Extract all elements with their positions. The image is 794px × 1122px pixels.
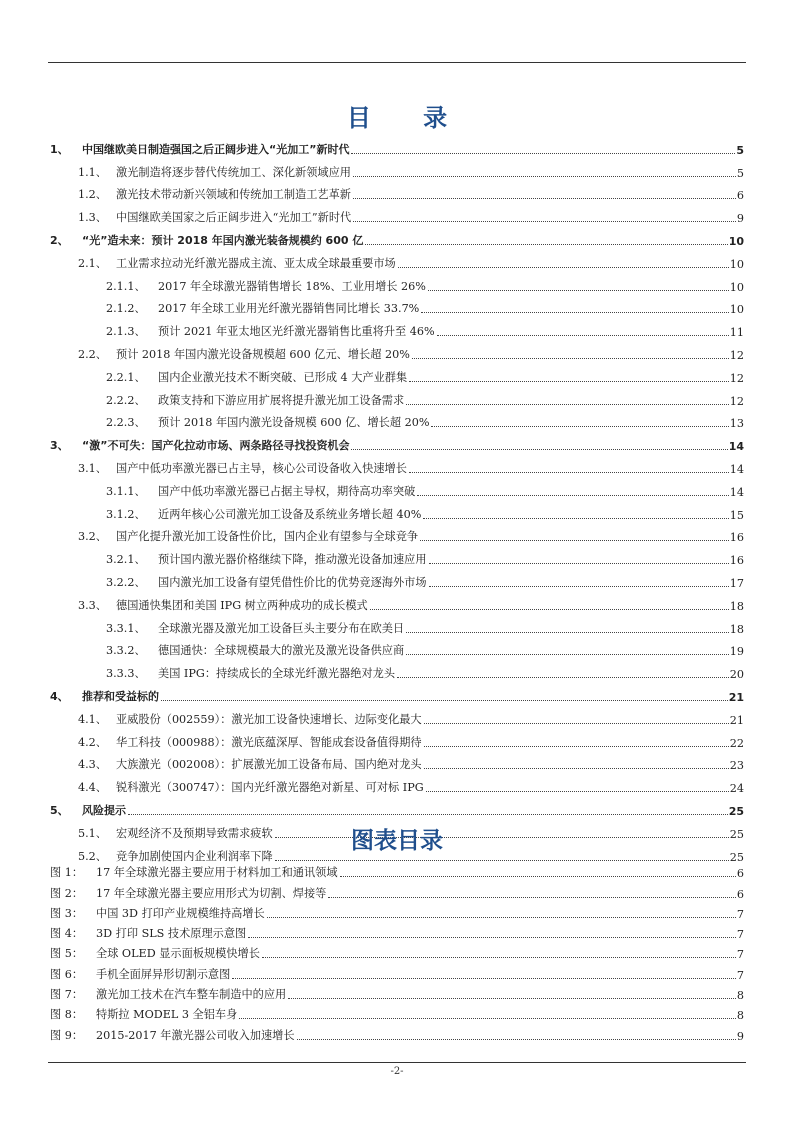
dot-leader — [328, 896, 736, 898]
toc-entry[interactable] — [50, 453, 744, 476]
toc-entry-number: 5.2、 — [78, 849, 107, 863]
toc-entry-number: 1、 — [50, 142, 69, 156]
toc-entry-page: 14 — [729, 485, 744, 499]
toc-entry-page: 18 — [729, 599, 744, 613]
figure-entry-page: 6 — [736, 887, 744, 901]
toc-entry-title: “光”造未来：预计 2018 年国内激光装备规模约 600 亿 — [82, 233, 364, 247]
dot-leader — [340, 875, 736, 877]
dot-leader — [239, 1017, 736, 1019]
header-rule — [48, 62, 746, 63]
toc-entry[interactable] — [50, 636, 744, 659]
dot-leader — [351, 448, 727, 450]
toc-entry-title: 2017 年全球工业用光纤激光器销售同比增长 33.7% — [158, 302, 420, 316]
toc-entry-number: 3.3.2、 — [106, 644, 146, 658]
dot-leader — [421, 311, 728, 313]
dot-leader — [161, 699, 728, 701]
page-number: -2- — [390, 1066, 404, 1077]
dot-leader — [267, 916, 736, 918]
toc-entry-number: 1.2、 — [78, 188, 107, 202]
toc-entry-page: 16 — [729, 531, 744, 545]
dot-leader — [424, 767, 729, 769]
toc-entry[interactable] — [50, 339, 744, 362]
toc-entry-title: 国产化提升激光加工设备性价比，国内企业有望参与全球竞争 — [116, 530, 419, 544]
figure-entry-page: 8 — [736, 989, 744, 1003]
toc-entry-number: 2.1、 — [78, 256, 107, 270]
toc-entry[interactable] — [50, 180, 744, 203]
toc-entry-page: 14 — [729, 462, 744, 476]
toc-entry-number: 4.4、 — [78, 781, 107, 795]
toc-entry-title: 国产中低功率激光器已占主导，核心公司设备收入快速增长 — [116, 461, 407, 475]
toc-entry-page: 10 — [728, 234, 744, 248]
dot-leader — [406, 653, 729, 655]
toc-entry-number: 3、 — [50, 439, 69, 453]
dot-leader — [370, 608, 729, 610]
toc-entry[interactable] — [50, 316, 744, 339]
toc-entry-page: 22 — [729, 736, 744, 750]
toc-entry-number: 2、 — [50, 233, 69, 247]
dot-leader — [262, 956, 736, 958]
figure-entry[interactable] — [50, 921, 744, 941]
toc-entry[interactable] — [50, 271, 744, 294]
toc-entry-page: 9 — [736, 212, 744, 226]
toc-entry[interactable] — [50, 772, 744, 795]
dot-leader — [397, 676, 729, 678]
dot-leader — [353, 175, 736, 177]
footer-rule — [48, 1062, 746, 1063]
toc-entry-title: 推荐和受益标的 — [82, 689, 159, 703]
toc-entry-number: 2.1.1、 — [106, 279, 146, 293]
toc-entry-number: 3.3、 — [78, 598, 107, 612]
toc-entry-title: 预计 2021 年亚太地区光纤激光器销售比重将升至 46% — [158, 325, 435, 339]
toc-entry[interactable] — [50, 362, 744, 385]
figure-entry-page: 9 — [736, 1029, 744, 1043]
figure-entry[interactable] — [50, 961, 744, 981]
dot-leader — [353, 197, 736, 199]
toc-entry-title: 大族激光（002008）：扩展激光加工设备布局、国内绝对龙头 — [116, 758, 422, 772]
dot-leader — [431, 425, 728, 427]
toc-entry-page: 6 — [736, 189, 744, 203]
figure-entry[interactable] — [50, 982, 744, 1002]
toc-entry-page: 13 — [729, 417, 744, 431]
figure-entry-title: 2015-2017 年激光器公司收入加速增长 — [96, 1028, 295, 1042]
toc-entry-title: 风险提示 — [82, 803, 126, 817]
toc-entry[interactable] — [50, 704, 744, 727]
figure-entry-page: 7 — [736, 948, 744, 962]
toc-entry-title: 工业需求拉动光纤激光器成主流、亚太成全球最重要市场 — [116, 256, 396, 270]
figure-entry-page: 7 — [736, 968, 744, 982]
dot-leader — [288, 997, 736, 999]
toc-entry-title: 国内企业激光技术不断突破、已形成 4 大产业群集 — [158, 370, 408, 384]
toc-entry-number: 4.3、 — [78, 758, 107, 772]
dot-leader — [423, 517, 728, 519]
toc-entry[interactable] — [50, 476, 744, 499]
toc-entry[interactable] — [50, 134, 744, 157]
figure-entry[interactable] — [50, 1002, 744, 1022]
toc-entry[interactable] — [50, 681, 744, 704]
toc-entry-page: 12 — [729, 394, 744, 408]
figure-entry-page: 7 — [736, 907, 744, 921]
figure-entry-page: 6 — [736, 867, 744, 881]
toc-entry-page: 5 — [736, 166, 744, 180]
dot-leader — [412, 357, 729, 359]
toc-entry-number: 2.2、 — [78, 347, 107, 361]
toc-title: 目 录 — [346, 104, 470, 132]
toc-entry-page: 19 — [729, 645, 744, 659]
toc-entry[interactable] — [50, 567, 744, 590]
figure-entry-number: 图 2： — [50, 886, 84, 900]
toc-entry-number: 2.1.2、 — [106, 302, 146, 316]
toc-entry-title: 中国继欧美日制造强国之后正阔步进入“光加工”新时代 — [82, 142, 350, 156]
dot-leader — [437, 334, 729, 336]
toc-entry-title: “激”不可失：国产化拉动市场、两条路径寻找投资机会 — [82, 439, 350, 453]
dot-leader — [232, 977, 736, 979]
toc-entry[interactable] — [50, 225, 744, 248]
dot-leader — [365, 243, 727, 245]
toc-entry-number: 2.2.1、 — [106, 370, 146, 384]
toc-entry-title: 德国通快集团和美国 IPG 树立两种成功的成长模式 — [116, 598, 368, 612]
toc-entry-number: 3.3.1、 — [106, 621, 146, 635]
toc-entry-number: 4.1、 — [78, 712, 107, 726]
figure-entry[interactable] — [50, 941, 744, 961]
toc-entry[interactable] — [50, 499, 744, 522]
toc-entry-title: 德国通快：全球规模最大的激光及激光设备供应商 — [158, 644, 405, 658]
figures-list — [50, 860, 744, 1043]
toc-entry-number: 3.2.1、 — [106, 553, 146, 567]
figure-entry-number: 图 3： — [50, 906, 84, 920]
dot-leader — [426, 790, 729, 792]
figure-entry[interactable] — [50, 1022, 744, 1042]
toc-entry-number: 3.3.3、 — [106, 667, 146, 681]
toc-entry-title: 美国 IPG：持续成长的全球光纤激光器绝对龙头 — [158, 667, 396, 681]
toc-entry[interactable] — [50, 750, 744, 773]
toc-entry[interactable] — [50, 202, 744, 225]
toc-entry-page: 16 — [729, 554, 744, 568]
toc-entry[interactable] — [50, 590, 744, 613]
toc-entry-number: 5、 — [50, 803, 69, 817]
toc-entry-number: 3.1、 — [78, 461, 107, 475]
dot-leader — [409, 471, 729, 473]
dot-leader — [351, 152, 735, 154]
toc-entry-number: 3.2.2、 — [106, 575, 146, 589]
toc-entry[interactable] — [50, 613, 744, 636]
toc-entry-page: 15 — [729, 508, 744, 522]
dot-leader — [248, 936, 736, 938]
figure-entry-title: 17 年全球激光器主要应用于材料加工和通讯领域 — [96, 866, 338, 880]
figure-entry-number: 图 1： — [50, 866, 84, 880]
dot-leader — [420, 539, 729, 541]
toc-entry-number: 3.2、 — [78, 530, 107, 544]
toc-entry-number: 2.2.2、 — [106, 393, 146, 407]
figure-entry[interactable] — [50, 901, 744, 921]
dot-leader — [409, 380, 729, 382]
figure-entry-title: 17 年全球激光器主要应用形式为切割、焊接等 — [96, 886, 327, 900]
toc-entry-page: 25 — [729, 850, 744, 864]
toc-entry-number: 3.1.1、 — [106, 484, 146, 498]
toc-entry-page: 18 — [729, 622, 744, 636]
toc-entry[interactable] — [50, 385, 744, 408]
toc-entry-number: 1.3、 — [78, 211, 107, 225]
toc-entry-number: 4.2、 — [78, 735, 107, 749]
toc-entry-number: 5.1、 — [78, 826, 107, 840]
toc-entry-page: 12 — [729, 348, 744, 362]
toc-entry-number: 4、 — [50, 689, 69, 703]
figure-entry[interactable] — [50, 880, 744, 900]
toc-entry-title: 亚威股份（002559）：激光加工设备快速增长、边际变化最大 — [116, 712, 422, 726]
toc-entry[interactable] — [50, 522, 744, 545]
dot-leader — [429, 562, 729, 564]
toc-entry-title: 国内激光加工设备有望凭借性价比的优势竞逐海外市场 — [158, 575, 427, 589]
dot-leader — [424, 722, 729, 724]
dot-leader — [424, 745, 729, 747]
figure-entry-number: 图 7： — [50, 988, 84, 1002]
toc-entry-title: 政策支持和下游应用扩展将提升激光加工设备需求 — [158, 393, 405, 407]
dot-leader — [353, 220, 736, 222]
toc-entry-page: 10 — [729, 303, 744, 317]
toc-entry[interactable] — [50, 157, 744, 180]
toc-entry-title: 2017 年全球激光器销售增长 18%、工业用增长 26% — [158, 279, 426, 293]
dot-leader — [417, 494, 728, 496]
dot-leader — [406, 403, 729, 405]
toc-entry[interactable] — [50, 408, 744, 431]
toc-entry-page: 10 — [729, 257, 744, 271]
toc-entry[interactable] — [50, 658, 744, 681]
toc-entry-title: 激光技术带动新兴领域和传统加工制造工艺革新 — [116, 188, 351, 202]
dot-leader — [398, 266, 729, 268]
dot-leader — [429, 585, 729, 587]
figure-entry-page: 7 — [736, 928, 744, 942]
toc-entry-title: 预计国内激光器价格继续下降，推动激光设备加速应用 — [158, 553, 427, 567]
toc-entry[interactable] — [50, 430, 744, 453]
toc-entry-page: 24 — [729, 782, 744, 796]
figure-entry-number: 图 5： — [50, 947, 84, 961]
figure-entry[interactable] — [50, 860, 744, 880]
toc-list — [50, 134, 744, 864]
toc-entry-title: 宏观经济不及预期导致需求疲软 — [116, 826, 273, 840]
toc-entry-title: 预计 2018 年国内激光设备规模 600 亿、增长超 20% — [158, 416, 430, 430]
toc-entry-page: 12 — [729, 371, 744, 385]
toc-entry[interactable] — [50, 544, 744, 567]
figure-entry-title: 全球 OLED 显示面板规模快增长 — [96, 947, 260, 961]
figures-title: 图表目录 — [351, 828, 443, 854]
toc-entry-page: 11 — [729, 326, 744, 340]
toc-entry-page: 5 — [736, 143, 744, 157]
toc-entry[interactable] — [50, 248, 744, 271]
figure-entry-number: 图 8： — [50, 1008, 84, 1022]
toc-entry-page: 23 — [729, 759, 744, 773]
dot-leader — [406, 631, 729, 633]
toc-entry-title: 中国继欧美国家之后正阔步进入“光加工”新时代 — [116, 211, 352, 225]
toc-entry-page: 21 — [728, 690, 744, 704]
dot-leader — [297, 1038, 736, 1040]
dot-leader — [428, 289, 729, 291]
toc-entry-number: 3.1.2、 — [106, 507, 146, 521]
figure-entry-number: 图 4： — [50, 927, 84, 941]
toc-entry-number: 1.1、 — [78, 165, 107, 179]
toc-entry-title: 华工科技（000988）：激光底蕴深厚、智能成套设备值得期待 — [116, 735, 422, 749]
toc-entry-page: 10 — [729, 280, 744, 294]
toc-entry[interactable] — [50, 727, 744, 750]
toc-entry-title: 激光制造将逐步替代传统加工、深化新领域应用 — [116, 165, 351, 179]
toc-entry-number: 2.1.3、 — [106, 325, 146, 339]
figure-entry-title: 中国 3D 打印产业规模维持高增长 — [96, 906, 265, 920]
figure-entry-title: 手机全面屏异形切割示意图 — [96, 967, 231, 981]
toc-entry-page: 20 — [729, 668, 744, 682]
toc-entry-page: 17 — [729, 576, 744, 590]
toc-entry-title: 国产中低功率激光器已占据主导权，期待高功率突破 — [158, 484, 416, 498]
toc-entry-page: 25 — [728, 804, 744, 818]
toc-entry-title: 预计 2018 年国内激光设备规模超 600 亿元、增长超 20% — [116, 347, 410, 361]
toc-entry-page: 21 — [729, 713, 744, 727]
toc-entry-page: 25 — [729, 827, 744, 841]
figure-entry-page: 8 — [736, 1009, 744, 1023]
toc-entry-title: 竞争加剧使国内企业利润率下降 — [116, 849, 273, 863]
figure-entry-title: 3D 打印 SLS 技术原理示意图 — [96, 927, 247, 941]
figure-entry-number: 图 9： — [50, 1028, 84, 1042]
toc-entry[interactable] — [50, 795, 744, 818]
toc-entry[interactable] — [50, 294, 744, 317]
figure-entry-title: 激光加工技术在汽车整车制造中的应用 — [96, 988, 287, 1002]
toc-entry-page: 14 — [728, 440, 744, 454]
figure-entry-title: 特斯拉 MODEL 3 全铝车身 — [96, 1008, 238, 1022]
toc-entry-title: 锐科激光（300747）：国内光纤激光器绝对新星、可对标 IPG — [116, 781, 424, 795]
toc-entry-title: 近两年核心公司激光加工设备及系统业务增长超 40% — [158, 507, 422, 521]
figure-entry-number: 图 6： — [50, 967, 84, 981]
toc-entry-title: 全球激光器及激光加工设备巨头主要分布在欧美日 — [158, 621, 405, 635]
toc-entry-number: 2.2.3、 — [106, 416, 146, 430]
dot-leader — [128, 813, 728, 815]
